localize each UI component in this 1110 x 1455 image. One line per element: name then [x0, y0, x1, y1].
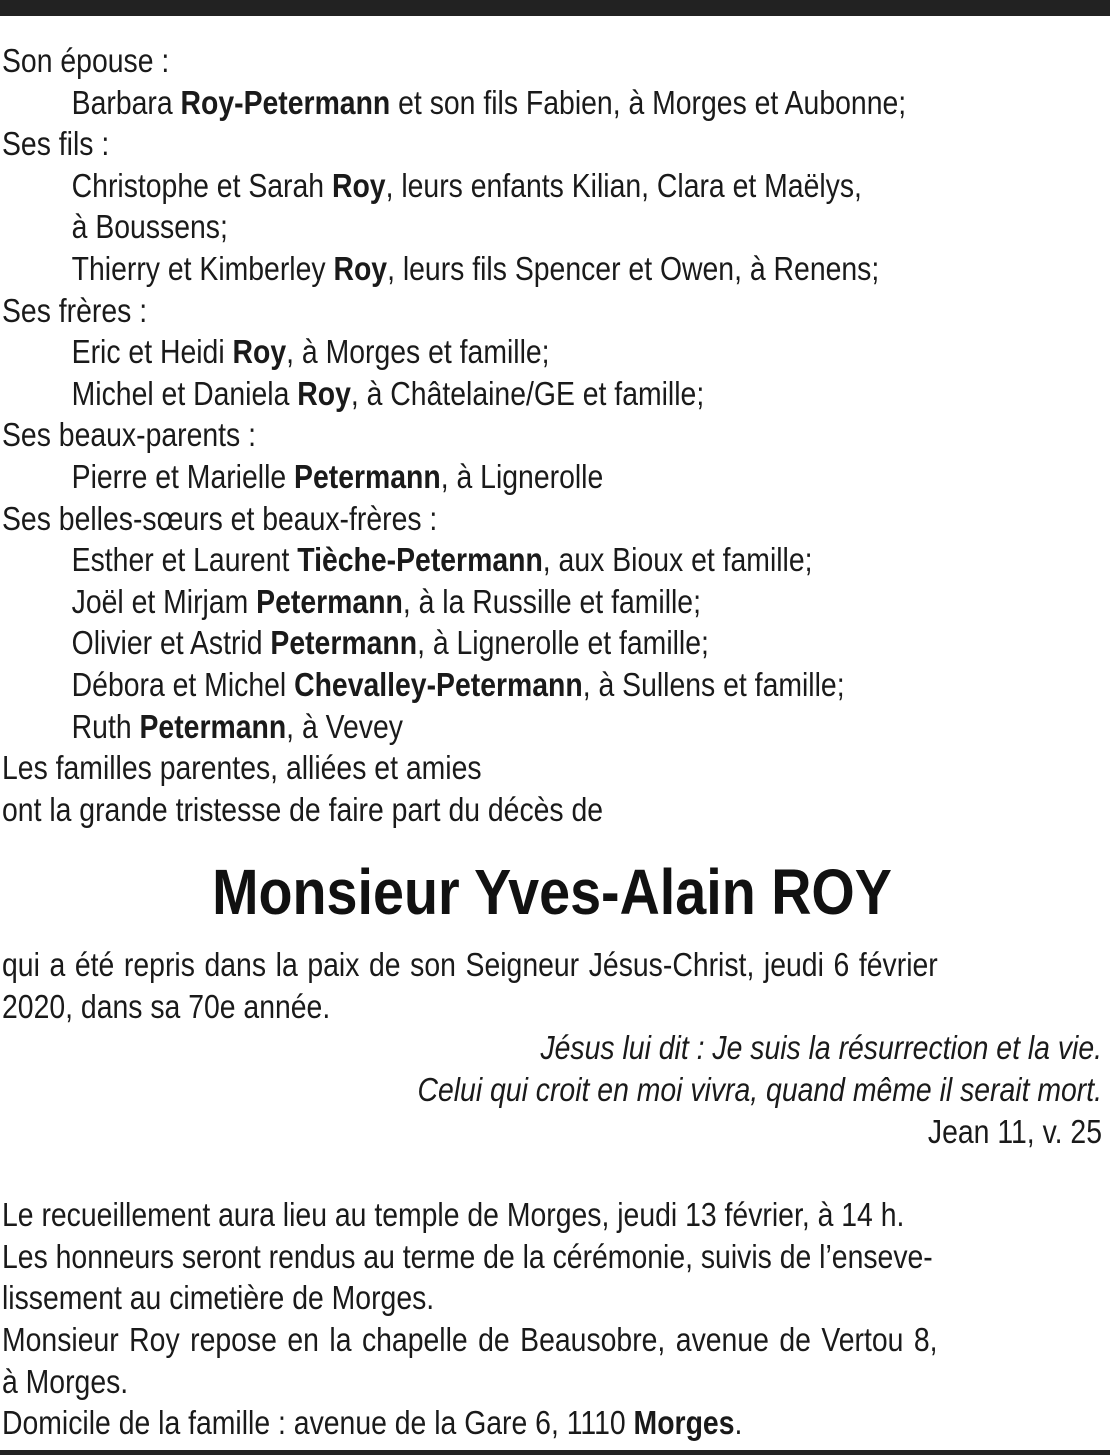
family-group-heading — [2, 789, 948, 831]
surname: Roy — [297, 374, 351, 412]
family-member-line — [2, 456, 948, 498]
line-text: , leurs fils Spencer et Owen, à Renens; — [387, 249, 880, 287]
line-text: , à la Russille et famille; — [402, 582, 701, 620]
family-member-line — [2, 165, 948, 207]
family-member-line — [2, 664, 948, 706]
quote-line: Celui qui croit en moi vivra, quand même il serait mort. — [417, 1071, 1102, 1109]
death-notice-line: qui a été repris dans la paix de son Seigneur Jésus-Christ, jeudi 6 février — [2, 946, 938, 984]
line-text: Pierre et Marielle — [71, 457, 295, 495]
surname: Petermann — [139, 707, 287, 745]
ceremony-details — [2, 1194, 1102, 1444]
line-text: Son épouse : — [2, 42, 170, 79]
ceremony-line: Le recueillement aura lieu au temple de Morges, jeudi 13 février, à 14 h. — [2, 1196, 905, 1234]
line-text: Ruth — [71, 707, 140, 745]
surname: Chevalley-Petermann — [294, 665, 583, 703]
line-text: à Boussens; — [71, 208, 228, 246]
line-text: ont la grande tristesse de faire part du décès de — [2, 790, 604, 828]
family-member-line — [2, 206, 948, 248]
line-text: Esther et Laurent — [71, 541, 298, 579]
line-text: Ses belles-sœurs et beaux-frères : — [2, 499, 438, 537]
line-text: , à Châtelaine/GE et famille; — [350, 374, 705, 412]
family-member-line — [2, 248, 948, 290]
ceremony-line: à Morges. — [2, 1362, 129, 1400]
ceremony-line: Les honneurs seront rendus au terme de la cérémonie, suivis de l’enseve- — [2, 1237, 933, 1275]
line-text: Ses beaux-parents : — [2, 416, 256, 454]
family-group-heading — [2, 290, 948, 332]
line-text: , à Morges et famille; — [286, 333, 550, 371]
line-text: , à Sullens et famille; — [582, 665, 845, 703]
surname: Roy — [232, 333, 287, 371]
bottom-rule — [0, 1450, 1110, 1455]
deceased-name: Monsieur Yves-Alain ROY — [212, 856, 892, 929]
family-group-heading — [2, 747, 948, 789]
line-text: Eric et Heidi — [71, 333, 233, 371]
line-text: , aux Bioux et famille; — [542, 541, 813, 579]
line-text: Olivier et Astrid — [71, 624, 271, 662]
quote-line: Jésus lui dit : Je suis la résurrection et la vie. — [540, 1029, 1102, 1067]
line-text: , à Lignerolle — [440, 457, 604, 495]
line-text: Ses frères : — [2, 291, 148, 329]
ceremony-line: Monsieur Roy repose en la chapelle de Beausobre, avenue de Vertou 8, — [2, 1321, 938, 1359]
line-text: Les familles parentes, alliées et amies — [2, 749, 482, 787]
surname: Tièche-Petermann — [297, 541, 543, 579]
line-text: Thierry et Kimberley — [71, 249, 334, 287]
family-member-line — [2, 373, 948, 415]
obituary-notice — [2, 40, 1102, 1444]
line-text: , à Lignerolle et famille; — [417, 624, 709, 662]
family-group-heading — [2, 498, 948, 540]
address-city: Morges — [633, 1404, 735, 1442]
surname: Roy-Petermann — [180, 83, 391, 121]
family-group-heading — [2, 123, 948, 165]
family-member-line — [2, 622, 948, 664]
family-member-line — [2, 331, 948, 373]
family-member-line — [2, 581, 948, 623]
line-text: Joël et Mirjam — [71, 582, 257, 620]
quote-reference: Jean 11, v. 25 — [927, 1112, 1102, 1150]
scripture-quote — [2, 1027, 1102, 1152]
spacer — [2, 1152, 1102, 1194]
line-text: Michel et Daniela — [71, 374, 298, 412]
surname: Roy — [331, 166, 386, 204]
line-text: , à Vevey — [286, 707, 403, 745]
line-text: Christophe et Sarah — [71, 166, 332, 204]
family-list — [2, 40, 1102, 830]
family-address — [2, 1402, 948, 1444]
surname: Roy — [333, 249, 388, 287]
address-end: . — [734, 1404, 743, 1442]
ceremony-line: lissement au cimetière de Morges. — [2, 1279, 435, 1317]
line-text: Barbara — [71, 83, 181, 121]
address-text: Domicile de la famille : avenue de la Gare 6, 1110 — [2, 1404, 634, 1442]
line-text: , leurs enfants Kilian, Clara et Maëlys, — [385, 166, 862, 204]
top-rule — [0, 0, 1110, 16]
line-text: Débora et Michel — [71, 665, 295, 703]
death-notice-line: 2020, dans sa 70e année. — [2, 987, 331, 1025]
family-member-line — [2, 82, 948, 124]
family-member-line — [2, 539, 948, 581]
line-text: et son fils Fabien, à Morges et Aubonne; — [390, 83, 907, 121]
family-group-heading — [2, 414, 948, 456]
surname: Petermann — [270, 624, 418, 662]
surname: Petermann — [256, 582, 403, 620]
family-group-heading — [2, 40, 948, 82]
family-member-line — [2, 706, 948, 748]
death-notice — [2, 944, 1102, 1027]
line-text: Ses fils : — [2, 125, 110, 163]
surname: Petermann — [294, 457, 441, 495]
